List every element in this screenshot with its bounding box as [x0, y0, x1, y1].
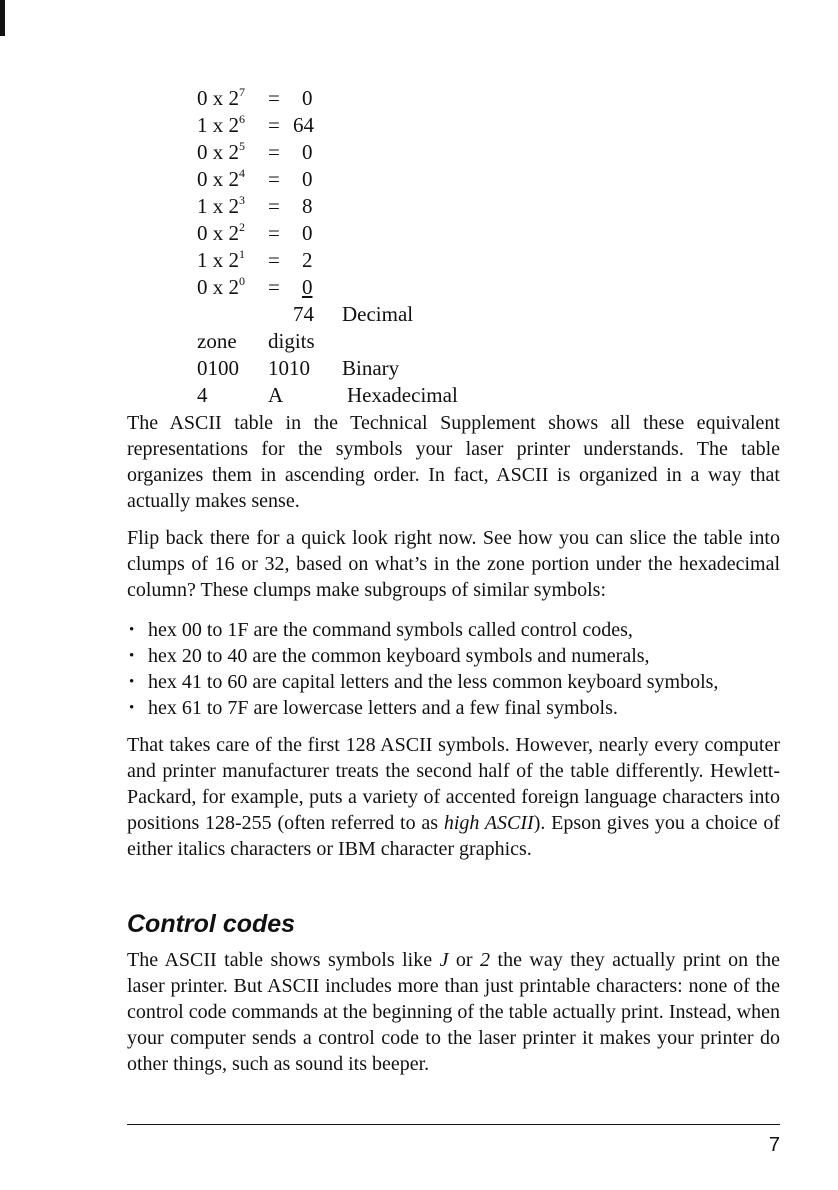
digits-hex: A	[268, 383, 284, 407]
hex-label: Hexadecimal	[347, 383, 458, 407]
decimal-label: Decimal	[342, 302, 414, 326]
sum-underlined-digit: 0	[302, 275, 313, 299]
digits-label: digits	[268, 329, 315, 353]
digits-binary: 1010	[268, 356, 310, 380]
list-item: • hex 00 to 1F are the command symbols called control codes,	[127, 617, 780, 643]
section-heading: Control codes	[127, 910, 296, 938]
decimal-total: 74	[293, 302, 314, 326]
zone-binary: 0100	[197, 356, 239, 380]
page-number: 7	[768, 1134, 780, 1156]
hex-range-list	[127, 617, 780, 721]
zone-label: zone	[197, 329, 237, 353]
binary-label: Binary	[342, 356, 400, 380]
paragraph-high-ascii: That takes care of the first 128 ASCII symbols. However, nearly every computer and printer manufacturer treats the second half of the table differently. Hewlett-Packard, for example, puts a variety of accented foreign language characters into positions 128-255 (often referred to as high ASCII). Epson gives you a choice of either italics characters or IBM character graphics.	[127, 734, 780, 860]
high-ascii-term: high ASCII	[443, 812, 534, 834]
zone-hex: 4	[197, 383, 208, 407]
list-item: • hex 41 to 60 are capital letters and the less common keyboard symbols,	[127, 669, 780, 695]
paragraph-flip-back: Flip back there for a quick look right now. See how you can slice the table into clumps of 16 or 32, based on what’s in the zone portion under the hexadecimal column? These clumps make subgroups of similar symbols:	[127, 527, 780, 601]
scan-edge-mark	[0, 0, 5, 36]
paragraph-control-codes: The ASCII table shows symbols like J or 2 the way they actually print on the laser printer. But ASCII includes more than just printable characters: none of the control code commands at the beginning of the table actually print. Instead, when your computer sends a control code to the laser printer it makes your printer do other things, such as sound its beeper.	[127, 949, 780, 1075]
footer-rule	[127, 1124, 780, 1125]
paragraph-ascii-table: The ASCII table in the Technical Supplement shows all these equivalent representations for the symbols your laser printer understands. The table organizes them in ascending order. In fact, ASCII is organized in a way that actually makes sense.	[127, 412, 780, 512]
list-item: • hex 20 to 40 are the common keyboard symbols and numerals,	[127, 643, 780, 669]
list-item: • hex 61 to 7F are lowercase letters and a few final symbols.	[127, 695, 780, 721]
